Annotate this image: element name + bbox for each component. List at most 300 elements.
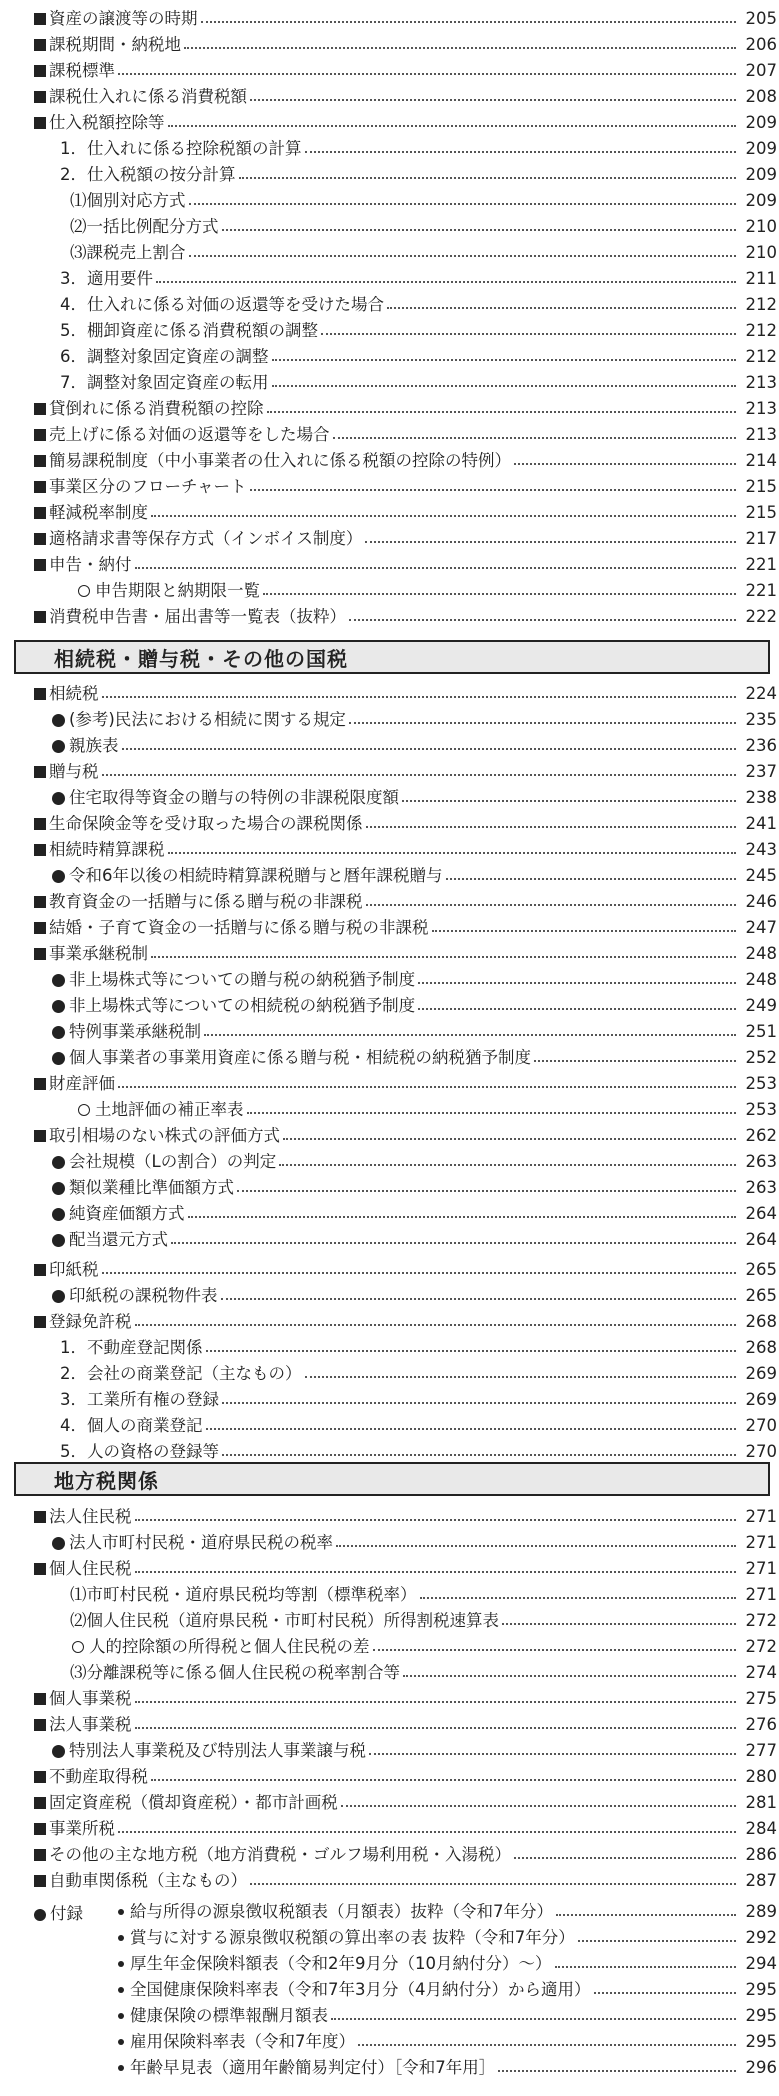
toc-entry-lead <box>0 916 429 940</box>
toc-entry-title: 固定資産税（償却資産税）・都市計画税 <box>49 1793 338 1812</box>
toc-entry-page-number: 235 <box>745 710 777 729</box>
square-bullet-icon <box>34 818 46 830</box>
dot-leader <box>222 229 737 231</box>
toc-entry[interactable] <box>0 1176 779 1200</box>
toc-entry-title: 財産評価 <box>49 1074 115 1093</box>
toc-entry[interactable] <box>0 942 779 966</box>
square-bullet-icon <box>34 429 46 441</box>
square-bullet-icon <box>34 1719 46 1731</box>
toc-entry-title: 賞与に対する源泉徴収税額の算出率の表 抜粋（令和7年分） <box>130 1928 575 1947</box>
toc-entry-lead <box>0 838 165 862</box>
dot-leader <box>305 151 737 153</box>
toc-entry-title: 自動車関係税（主なもの） <box>49 1871 247 1890</box>
square-bullet-icon <box>34 1264 46 1276</box>
dot-leader <box>122 748 737 750</box>
toc-entry[interactable] <box>0 1952 779 1976</box>
dot-leader <box>267 411 737 413</box>
toc-entry-lead <box>0 449 511 473</box>
toc-entry[interactable] <box>0 449 779 473</box>
toc-entry[interactable] <box>0 1072 779 1096</box>
toc-entry-page-number: 246 <box>745 892 777 911</box>
toc-entry-title: 7．調整対象固定資産の転用 <box>60 373 269 392</box>
toc-entry-page-number: 213 <box>745 425 777 444</box>
toc-entry-lead <box>0 423 330 447</box>
dot-leader <box>358 2044 736 2046</box>
toc-entry-lead <box>0 1284 218 1308</box>
toc-entry-lead <box>0 1505 132 1529</box>
square-bullet-icon <box>34 13 46 25</box>
dot-leader <box>387 307 736 309</box>
small-bullet-icon <box>118 1961 124 1967</box>
toc-entry[interactable] <box>0 1926 779 1950</box>
toc-entry-lead <box>0 267 153 291</box>
bullet-dot-icon <box>52 792 65 805</box>
toc-entry-page-number: 280 <box>745 1767 777 1786</box>
toc-entry-title: 個人事業税 <box>49 1689 132 1708</box>
toc-entry-page-number: 294 <box>745 1954 777 1973</box>
toc-entry-title: 法人住民税 <box>49 1507 132 1526</box>
toc-entry[interactable] <box>0 812 779 836</box>
toc-entry-page-number: 206 <box>745 35 777 54</box>
toc-entry[interactable] <box>0 1202 779 1226</box>
toc-entry-title: 贈与税 <box>49 762 99 781</box>
toc-entry[interactable] <box>0 189 779 213</box>
toc-entry[interactable] <box>0 2056 779 2080</box>
toc-entry[interactable] <box>0 501 779 525</box>
toc-entry-page-number: 276 <box>745 1715 777 1734</box>
toc-entry-lead <box>0 1843 511 1867</box>
toc-entry-title: 資産の譲渡等の時期 <box>49 9 198 28</box>
toc-entry[interactable] <box>0 33 779 57</box>
toc-entry-page-number: 253 <box>745 1074 777 1093</box>
toc-entry-page-number: 268 <box>745 1338 777 1357</box>
toc-entry[interactable] <box>0 1765 779 1789</box>
dot-leader <box>102 774 737 776</box>
toc-entry-lead <box>0 760 99 784</box>
toc-entry[interactable] <box>0 1869 779 1893</box>
toc-entry[interactable] <box>0 1817 779 1841</box>
toc-entry[interactable] <box>0 1583 779 1607</box>
toc-entry-page-number: 253 <box>745 1100 777 1119</box>
square-bullet-icon <box>34 922 46 934</box>
toc-entry[interactable] <box>0 1150 779 1174</box>
toc-entry[interactable] <box>0 371 779 395</box>
toc-entry-page-number: 237 <box>745 762 777 781</box>
bullet-dot-icon <box>52 1156 65 1169</box>
toc-entry[interactable] <box>0 85 779 109</box>
toc-entry-title: 健康保険の標準報酬月額表 <box>130 2006 328 2025</box>
toc-entry[interactable] <box>0 1336 779 1360</box>
dot-leader <box>171 1242 736 1244</box>
open-circle-icon <box>78 1104 90 1116</box>
square-bullet-icon <box>34 1771 46 1783</box>
bullet-dot-icon <box>52 1000 65 1013</box>
toc-entry-lead <box>0 968 415 992</box>
square-bullet-icon <box>34 611 46 623</box>
toc-entry[interactable] <box>0 475 779 499</box>
toc-entry[interactable] <box>0 1020 779 1044</box>
toc-entry-title: 印紙税 <box>49 1260 99 1279</box>
toc-entry-title: 軽減税率制度 <box>49 503 148 522</box>
dot-leader <box>151 1779 736 1781</box>
toc-entry-lead <box>0 1020 201 1044</box>
dot-leader <box>349 619 736 621</box>
toc-entry-lead <box>0 189 186 213</box>
toc-entry-lead <box>0 2030 355 2054</box>
toc-entry-lead <box>0 1900 553 1924</box>
toc-entry-page-number: 295 <box>745 2006 777 2025</box>
toc-entry-lead <box>0 994 415 1018</box>
toc-entry-lead <box>0 1440 219 1464</box>
toc-entry-lead <box>0 1124 280 1148</box>
small-bullet-icon <box>118 2013 124 2019</box>
toc-entry-lead <box>0 527 362 551</box>
dot-leader <box>151 515 736 517</box>
toc-entry[interactable] <box>0 1713 779 1737</box>
toc-entry-lead <box>0 1635 370 1659</box>
toc-entry-lead <box>0 1414 203 1438</box>
toc-entry[interactable] <box>0 682 779 706</box>
toc-entry-title: 親族表 <box>69 736 119 755</box>
toc-entry-page-number: 271 <box>745 1585 777 1604</box>
toc-entry-lead <box>0 1557 132 1581</box>
toc-entry-title: 登録免許税 <box>49 1312 132 1331</box>
bullet-dot-icon <box>52 1234 65 1247</box>
bullet-dot-icon <box>52 1182 65 1195</box>
toc-entry-page-number: 209 <box>745 165 777 184</box>
toc-entry[interactable] <box>0 1284 779 1308</box>
toc-entry[interactable] <box>0 1739 779 1763</box>
toc-entry[interactable] <box>0 267 779 291</box>
toc-entry-title: 相続時精算課税 <box>49 840 165 859</box>
dot-leader <box>369 1753 736 1755</box>
toc-entry[interactable] <box>0 1687 779 1711</box>
toc-entry-page-number: 271 <box>745 1533 777 1552</box>
toc-entry-lead <box>0 1978 591 2002</box>
toc-entry-title: 仕入税額控除等 <box>49 113 165 132</box>
toc-entry[interactable] <box>0 137 779 161</box>
toc-entry[interactable] <box>0 968 779 992</box>
small-bullet-icon <box>118 2039 124 2045</box>
toc-entry-title: 印紙税の課税物件表 <box>69 1286 218 1305</box>
dot-leader <box>498 2070 736 2072</box>
toc-entry[interactable] <box>0 1124 779 1148</box>
dot-leader <box>168 852 737 854</box>
toc-entry-page-number: 286 <box>745 1845 777 1864</box>
toc-entry[interactable] <box>0 838 779 862</box>
toc-entry[interactable] <box>0 59 779 83</box>
toc-entry-lead <box>0 241 186 265</box>
toc-entry-page-number: 212 <box>745 295 777 314</box>
toc-entry-lead <box>0 163 236 187</box>
toc-entry-lead <box>0 319 318 343</box>
toc-entry[interactable] <box>0 890 779 914</box>
toc-entry-lead <box>0 1869 247 1893</box>
toc-entry-title: 類似業種比準価額方式 <box>69 1178 234 1197</box>
toc-entry[interactable] <box>0 1228 779 1252</box>
dot-leader <box>135 567 737 569</box>
toc-entry-page-number: 249 <box>745 996 777 1015</box>
small-bullet-icon <box>118 2065 124 2071</box>
toc-entry[interactable] <box>0 1843 779 1867</box>
toc-entry-page-number: 272 <box>745 1611 777 1630</box>
toc-entry[interactable] <box>0 579 779 603</box>
toc-entry-lead <box>0 1952 552 1976</box>
toc-entry-title: 申告期限と納期限一覧 <box>95 581 260 600</box>
toc-entry[interactable] <box>0 1505 779 1529</box>
toc-entry[interactable] <box>0 1440 779 1464</box>
toc-entry-page-number: 274 <box>745 1663 777 1682</box>
toc-entry[interactable] <box>0 1661 779 1685</box>
toc-entry-page-number: 269 <box>745 1390 777 1409</box>
toc-entry[interactable] <box>0 423 779 447</box>
toc-entry-lead <box>0 1817 115 1841</box>
square-bullet-icon <box>34 1823 46 1835</box>
toc-entry-lead <box>0 7 198 31</box>
toc-entry-page-number: 269 <box>745 1364 777 1383</box>
dot-leader <box>135 1324 737 1326</box>
toc-entry-title: 会社規模（Lの割合）の判定 <box>69 1152 277 1171</box>
toc-entry-page-number: 262 <box>745 1126 777 1145</box>
toc-entry[interactable] <box>0 397 779 421</box>
toc-entry-page-number: 212 <box>745 321 777 340</box>
toc-entry-title: 人的控除額の所得税と個人住民税の差 <box>89 1637 370 1656</box>
toc-entry-title: 個人住民税 <box>49 1559 132 1578</box>
toc-entry-page-number: 265 <box>745 1286 777 1305</box>
toc-entry-title: 相続税 <box>49 684 99 703</box>
toc-entry[interactable] <box>0 293 779 317</box>
toc-entry[interactable] <box>0 916 779 940</box>
toc-entry-title: 事業承継税制 <box>49 944 148 963</box>
toc-entry-lead <box>0 1739 366 1763</box>
toc-entry[interactable] <box>0 1258 779 1282</box>
toc-entry-page-number: 221 <box>745 555 777 574</box>
toc-entry-page-number: 213 <box>745 373 777 392</box>
toc-entry-page-number: 281 <box>745 1793 777 1812</box>
toc-entry[interactable] <box>0 1310 779 1334</box>
toc-entry[interactable] <box>0 1978 779 2002</box>
toc-entry[interactable] <box>0 163 779 187</box>
toc-entry[interactable] <box>0 734 779 758</box>
toc-entry[interactable] <box>0 553 779 577</box>
dot-leader <box>331 2018 736 2020</box>
toc-entry-page-number: 289 <box>745 1902 777 1921</box>
toc-entry-title: 事業区分のフローチャート <box>49 477 247 496</box>
toc-entry-lead <box>0 1791 338 1815</box>
toc-entry-title: 課税標準 <box>49 61 115 80</box>
toc-entry-lead <box>0 890 363 914</box>
toc-entry-title: その他の主な地方税（地方消費税・ゴルフ場利用税・入湯税） <box>49 1845 511 1864</box>
toc-entry-title: 4．仕入れに係る対価の返還等を受けた場合 <box>60 295 384 314</box>
toc-entry[interactable] <box>0 864 779 888</box>
toc-entry[interactable] <box>0 215 779 239</box>
dot-leader <box>118 73 736 75</box>
dot-leader <box>333 437 737 439</box>
toc-entry[interactable] <box>0 786 779 810</box>
dot-leader <box>237 1190 736 1192</box>
bullet-dot-icon <box>52 1745 65 1758</box>
square-bullet-icon <box>34 1511 46 1523</box>
toc-entry-title: 全国健康保険料率表（令和7年3月分（4月納付分）から適用） <box>130 1980 591 1999</box>
dot-leader <box>418 1008 736 1010</box>
square-bullet-icon <box>34 948 46 960</box>
toc-entry-title: 3．適用要件 <box>60 269 153 288</box>
toc-entry-title: 厚生年金保険料額表（令和2年9月分（10月納付分）～） <box>130 1954 552 1973</box>
toc-entry-page-number: 247 <box>745 918 777 937</box>
dot-leader <box>366 826 737 828</box>
toc-entry-lead <box>0 1176 234 1200</box>
toc-entry-title: 法人市町村民税・道府県民税の税率 <box>69 1533 333 1552</box>
dot-leader <box>279 1164 736 1166</box>
square-bullet-icon <box>34 1693 46 1705</box>
toc-entry[interactable] <box>0 527 779 551</box>
toc-entry-page-number: 270 <box>745 1442 777 1461</box>
dot-leader <box>272 385 737 387</box>
toc-entry[interactable] <box>0 1557 779 1581</box>
dot-leader <box>184 47 736 49</box>
toc-entry-lead <box>0 1609 499 1633</box>
toc-entry-lead <box>0 1228 168 1252</box>
toc-entry-page-number: 295 <box>745 1980 777 1999</box>
dot-leader <box>272 359 737 361</box>
toc-entry-page-number: 292 <box>745 1928 777 1947</box>
dot-leader <box>534 1060 736 1062</box>
toc-entry[interactable] <box>0 241 779 265</box>
toc-entry-title: 売上げに係る対価の返還等をした場合 <box>49 425 330 444</box>
toc-entry-lead <box>0 1150 276 1174</box>
dot-leader <box>156 281 736 283</box>
square-bullet-icon <box>34 1849 46 1861</box>
toc-entry[interactable] <box>0 2030 779 2054</box>
dot-leader <box>135 1519 737 1521</box>
toc-entry-title: 土地評価の補正率表 <box>95 1100 244 1119</box>
dot-leader <box>365 541 736 543</box>
dot-leader <box>247 1112 737 1114</box>
toc-entry-lead <box>0 137 302 161</box>
toc-entry-page-number: 224 <box>745 684 777 703</box>
dot-leader <box>305 1376 737 1378</box>
dot-leader <box>222 1454 736 1456</box>
toc-entry-title: 課税期間・納税地 <box>49 35 181 54</box>
toc-entry[interactable] <box>0 994 779 1018</box>
toc-entry-title: 個人事業者の事業用資産に係る贈与税・相続税の納税猶予制度 <box>69 1048 531 1067</box>
toc-entry-lead <box>0 1388 219 1412</box>
toc-entry-page-number: 268 <box>745 1312 777 1331</box>
toc-entry[interactable] <box>0 1635 779 1659</box>
toc-entry[interactable] <box>0 1531 779 1555</box>
toc-entry-title: 1．不動産登記関係 <box>60 1338 203 1357</box>
dot-leader <box>204 1034 736 1036</box>
dot-leader <box>250 1883 736 1885</box>
bullet-dot-icon <box>52 1052 65 1065</box>
square-bullet-icon <box>34 533 46 545</box>
toc-entry-lead <box>0 2004 328 2028</box>
toc-entry-page-number: 209 <box>745 139 777 158</box>
toc-entry-title: 結婚・子育て資金の一括贈与に係る贈与税の非課税 <box>49 918 429 937</box>
toc-entry-title: 4．個人の商業登記 <box>60 1416 203 1435</box>
toc-entry-page-number: 238 <box>745 788 777 807</box>
toc-entry[interactable] <box>0 1046 779 1070</box>
toc-entry-title: 法人事業税 <box>49 1715 132 1734</box>
toc-entry-page-number: 248 <box>745 944 777 963</box>
dot-leader <box>102 696 737 698</box>
toc-entry-lead <box>0 605 346 629</box>
toc-entry[interactable] <box>0 1900 779 1924</box>
dot-leader <box>336 1545 736 1547</box>
dot-leader <box>118 1086 736 1088</box>
toc-entry-title: ⑶分離課税等に係る個人住民税の税率割合等 <box>70 1663 400 1682</box>
toc-entry[interactable] <box>0 2004 779 2028</box>
toc-entry[interactable] <box>0 1362 779 1386</box>
square-bullet-icon <box>34 1078 46 1090</box>
toc-entry[interactable] <box>0 1388 779 1412</box>
dot-leader <box>263 593 736 595</box>
toc-entry-lead <box>0 734 119 758</box>
toc-entry-page-number: 214 <box>745 451 777 470</box>
toc-entry[interactable] <box>0 111 779 135</box>
toc-entry-title: 住宅取得等資金の贈与の特例の非課税限度額 <box>69 788 399 807</box>
bullet-dot-icon <box>52 1208 65 1221</box>
toc-entry-lead <box>0 708 346 732</box>
toc-entry[interactable] <box>0 345 779 369</box>
open-circle-icon <box>78 585 90 597</box>
toc-entry-lead <box>0 215 219 239</box>
toc-entry-page-number: 213 <box>745 399 777 418</box>
toc-entry-lead <box>0 59 115 83</box>
square-bullet-icon <box>34 559 46 571</box>
toc-entry[interactable] <box>0 708 779 732</box>
toc-entry-page-number: 222 <box>745 607 777 626</box>
square-bullet-icon <box>34 896 46 908</box>
toc-entry[interactable] <box>0 605 779 629</box>
dot-leader <box>341 1805 736 1807</box>
toc-entry-title: 3．工業所有権の登録 <box>60 1390 219 1409</box>
toc-entry-page-number: 272 <box>745 1637 777 1656</box>
dot-leader <box>420 1597 737 1599</box>
toc-entry-lead <box>0 942 148 966</box>
toc-entry-lead <box>0 864 443 888</box>
toc-entry-title: 特例事業承継税制 <box>69 1022 201 1041</box>
dot-leader <box>373 1649 737 1651</box>
toc-entry-page-number: 251 <box>745 1022 777 1041</box>
toc-entry-lead <box>0 1661 400 1685</box>
toc-entry[interactable] <box>0 1098 779 1122</box>
toc-entry[interactable] <box>0 1609 779 1633</box>
dot-leader <box>321 333 736 335</box>
square-bullet-icon <box>34 117 46 129</box>
square-bullet-icon <box>34 688 46 700</box>
toc-entry[interactable] <box>0 1791 779 1815</box>
toc-entry-page-number: 245 <box>745 866 777 885</box>
toc-entry-title: ⑴個別対応方式 <box>70 191 186 210</box>
toc-entry-lead <box>0 293 384 317</box>
toc-entry-lead <box>0 501 148 525</box>
toc-entry[interactable] <box>0 7 779 31</box>
dot-leader <box>221 1298 737 1300</box>
dot-leader <box>514 463 736 465</box>
dot-leader <box>403 1675 736 1677</box>
toc-entry-title: 非上場株式等についての相続税の納税猶予制度 <box>69 996 416 1015</box>
toc-entry-page-number: 263 <box>745 1178 777 1197</box>
toc-entry[interactable] <box>0 760 779 784</box>
toc-entry-lead <box>0 1202 185 1226</box>
toc-entry-title: 生命保険金等を受け取った場合の課税関係 <box>49 814 363 833</box>
toc-entry-lead <box>0 1713 132 1737</box>
toc-entry-title: 2．会社の商業登記（主なもの） <box>60 1364 302 1383</box>
toc-entry[interactable] <box>0 1414 779 1438</box>
toc-entry[interactable] <box>0 319 779 343</box>
bullet-dot-icon <box>52 740 65 753</box>
